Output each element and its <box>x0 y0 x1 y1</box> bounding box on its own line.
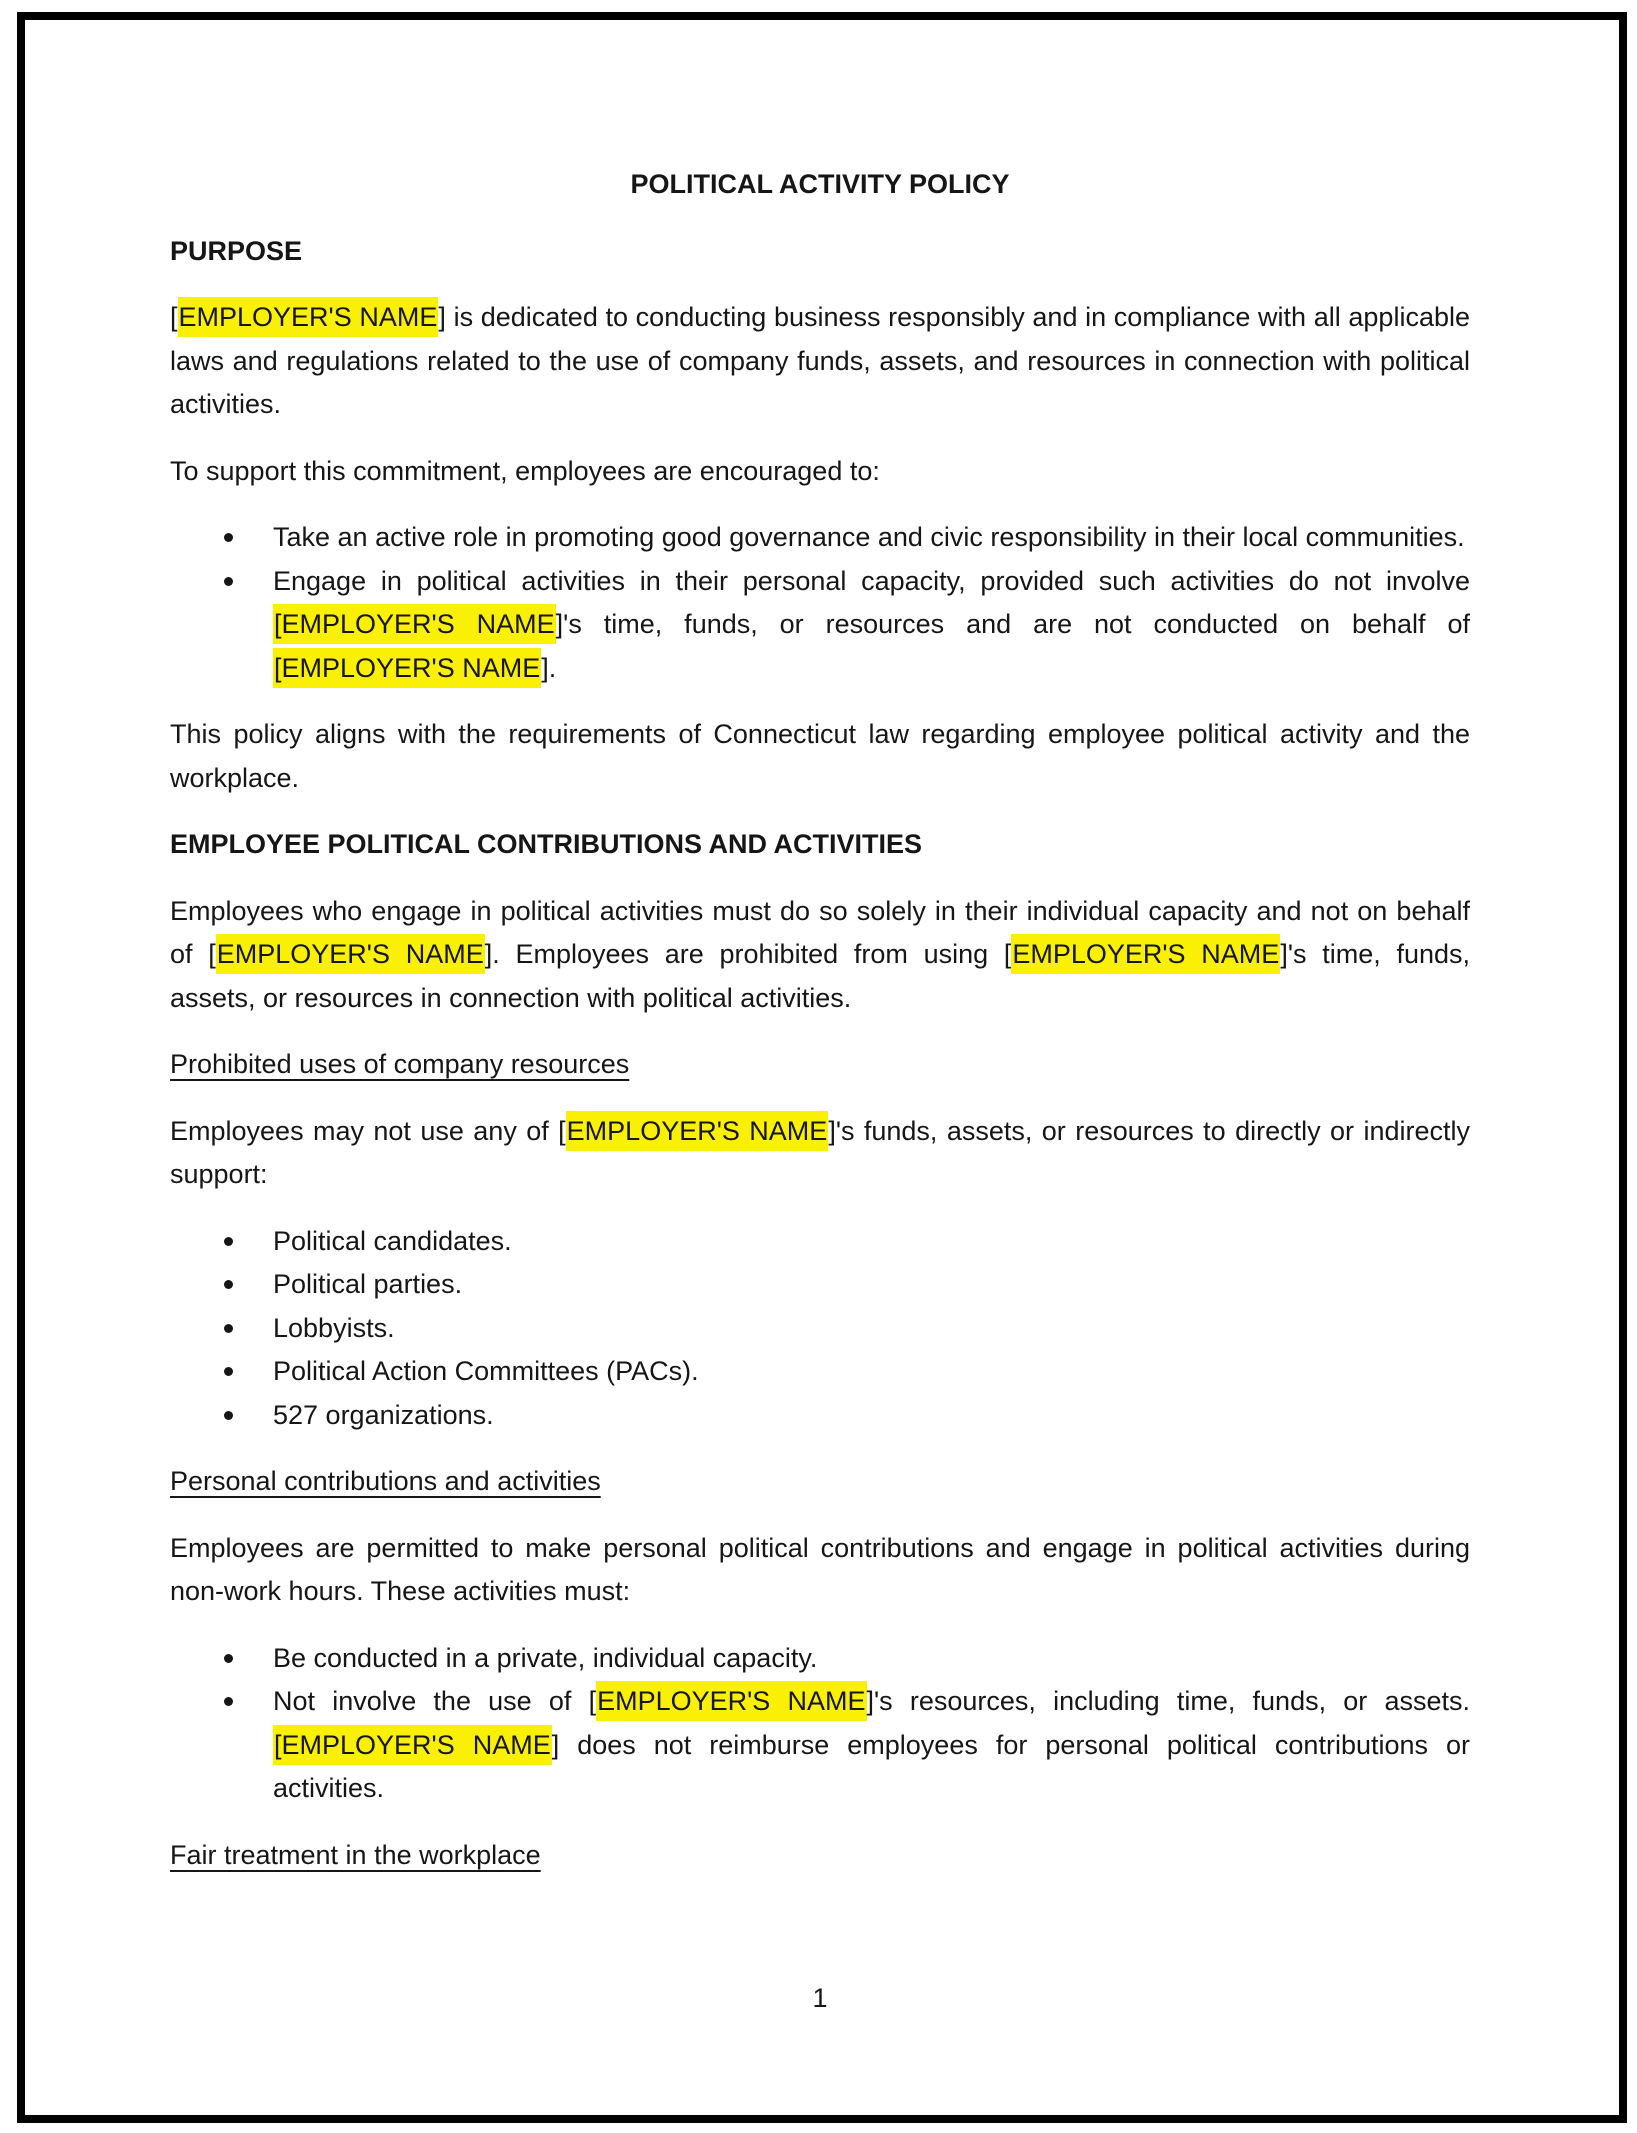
purpose-paragraph-1 <box>170 296 1470 427</box>
employer-name-highlight: [EMPLOYER'S NAME <box>273 1725 552 1765</box>
list-item: Be conducted in a private, individual capacity. <box>170 1637 1470 1681</box>
list-item: Political candidates. <box>170 1220 1470 1264</box>
contributions-paragraph <box>170 890 1470 1021</box>
employer-name-highlight: EMPLOYER'S NAME <box>596 1681 866 1721</box>
list-item: 527 organizations. <box>170 1394 1470 1438</box>
purpose-paragraph-3: This policy aligns with the requirements of Connecticut law regarding employee political activity and the workplace. <box>170 719 1470 793</box>
page-number: 1 <box>812 1983 828 2013</box>
prohibited-paragraph <box>170 1110 1470 1197</box>
text-run: [ <box>170 302 178 332</box>
prohibited-uses-heading: Prohibited uses of company resources <box>170 1049 630 1079</box>
text-run: ]'s time, funds, or resources and are not conducted on behalf of <box>555 609 1471 639</box>
employer-name-highlight: [EMPLOYER'S NAME <box>273 604 556 644</box>
purpose-paragraph-2: To support this commitment, employees are encouraged to: <box>170 455 880 486</box>
purpose-heading: PURPOSE <box>170 235 303 266</box>
text-run: ]'s funds, assets, or resources to directly or indirectly support: <box>170 1115 1470 1189</box>
prohibited-list <box>170 1220 1470 1438</box>
employer-name-highlight: EMPLOYER'S NAME <box>1011 934 1280 974</box>
personal-paragraph: Employees are permitted to make personal political contributions and engage in political activities during non-work hours. These activities must: <box>170 1532 1470 1606</box>
text-run: Not involve the use of [ <box>273 1686 597 1716</box>
document-content <box>170 163 1470 1900</box>
text-run: Employees may not use any of [ <box>170 1115 566 1146</box>
list-item <box>170 560 1470 691</box>
contributions-heading: EMPLOYEE POLITICAL CONTRIBUTIONS AND ACTIVITIES <box>170 829 923 859</box>
personal-list <box>170 1637 1470 1811</box>
list-item: Lobbyists. <box>170 1307 1470 1351</box>
employer-name-highlight: [EMPLOYER'S NAME <box>273 648 541 688</box>
text-run: Employees who engage in political activities must do so solely in their individual capacity and not on behalf of [ <box>170 895 1470 969</box>
list-item: Take an active role in promoting good governance and civic responsibility in their local communities. <box>170 516 1470 560</box>
text-run: ] does not reimburse employees for personal political contributions or activities. <box>273 1729 1470 1803</box>
text-run: ]'s time, funds, assets, or resources in connection with political activities. <box>170 939 1470 1013</box>
text-run: ]. <box>541 652 557 683</box>
employer-name-highlight: EMPLOYER'S NAME <box>566 1111 829 1151</box>
list-item: Political Action Committees (PACs). <box>170 1350 1470 1394</box>
list-item: Political parties. <box>170 1263 1470 1307</box>
text-run: ]'s resources, including time, funds, or assets. <box>866 1686 1471 1716</box>
document-title: POLITICAL ACTIVITY POLICY <box>630 169 1010 199</box>
personal-contributions-heading: Personal contributions and activities <box>170 1466 601 1496</box>
encouraged-list <box>170 516 1470 690</box>
text-run: Engage in political activities in their personal capacity, provided such activities do not involve <box>273 565 1470 596</box>
text-run: ]. Employees are prohibited from using [ <box>484 939 1012 969</box>
text-run: ] is dedicated to conducting business responsibly and in compliance with all applicable laws and regulations related to the use of company funds, assets, and resources in connection with political activities. <box>170 302 1470 419</box>
employer-name-highlight: EMPLOYER'S NAME <box>178 297 439 337</box>
list-item <box>170 1680 1470 1811</box>
employer-name-highlight: EMPLOYER'S NAME <box>216 934 485 974</box>
fair-treatment-heading: Fair treatment in the workplace <box>170 1839 541 1870</box>
